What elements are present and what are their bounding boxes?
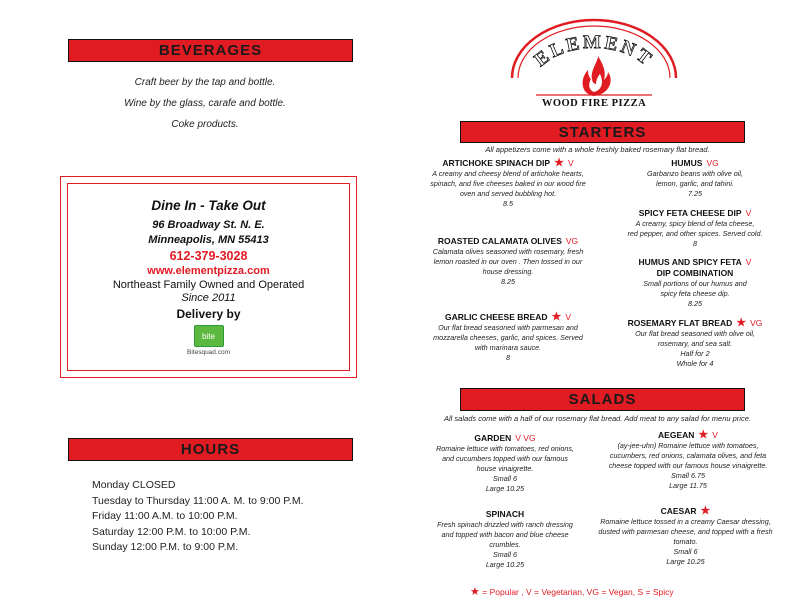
hours-line: Monday CLOSED [92,479,176,491]
popular-star-icon: ★ [470,586,480,598]
contact-info-box [60,176,357,378]
legend [470,585,730,598]
item-name: CAESAR [660,506,697,516]
contact-info-inner [67,183,350,371]
item-price: 8 [693,239,697,248]
item-desc: A creamy and cheesy blend of artichoke hearts, spinach, and five cheeses baked in our wood fire oven and served bubbling hot. [430,169,586,198]
delivery-label: Delivery by [176,307,241,321]
family-owned: Northeast Family Owned and Operated [112,279,305,291]
item-desc: Romaine lettuce with tomatoes, red onions, and cucumbers topped with our famous house vinaigrette. [436,444,574,473]
menu-item [415,509,595,570]
item-name: ROASTED CALAMATA OLIVES [437,236,562,246]
item-desc: Our flat bread seasoned with parmesan and mozzarella cheeses, garlic, and spices. Served with marinara sauce. [433,323,583,352]
item-price: Small 6 Large 10.25 [485,550,525,569]
logo-subtitle: WOOD FIRE PIZZA [541,98,647,109]
item-name: SPICY FETA CHEESE DIP [638,208,742,218]
item-name: ARTICHOKE SPINACH DIP [442,158,551,168]
hours-heading: HOURS [180,441,241,458]
item-desc: Garbanzo beans with olive oil, lemon, garlic, and tahini. [647,169,743,188]
item-name: ROSEMARY FLAT BREAD [627,318,733,328]
item-name: AEGEAN [658,430,695,440]
diet-tag: V [745,257,752,267]
flame-icon [583,56,611,96]
item-name: HUMUS AND SPICY FETA [638,257,742,267]
menu-item [588,430,788,491]
diet-tag: V [712,430,718,440]
diet-tag: V [745,208,752,218]
item-price: 8 [506,353,510,362]
diet-tag: VG [565,236,579,246]
hours-line: Tuesday to Thursday 11:00 A. M. to 9:00 P.M. [92,494,304,507]
diet-tag: V VG [515,433,536,443]
address-line-2: Minneapolis, MN 55413 [148,234,269,246]
menu-item [583,506,788,567]
popular-star-icon: ★ [551,311,562,323]
hours-list [92,478,303,556]
item-name-line-2: DIP COMBINATION [656,268,734,278]
item-desc: Our flat bread seasoned with olive oil, rosemary, and sea salt. [635,329,755,348]
item-price: 8.5 [503,199,513,208]
item-price: Half for 2 Whole for 4 [676,349,714,368]
beverages-list [60,72,350,135]
menu-item [605,318,785,369]
hours-line: Friday 11:00 A.M. to 10:00 P.M. [92,510,238,522]
beverages-heading: BEVERAGES [158,42,263,59]
menu-item [420,158,596,209]
starters-heading: STARTERS [558,123,647,141]
item-desc: Calamata olives seasoned with rosemary, fresh lemon roasted in our oven . Then tossed in our house dressing. [432,247,584,276]
diet-tag: VG [750,318,763,328]
hours-line: Saturday 12:00 P.M. to 10:00 P.M. [92,525,251,538]
diet-tag: V [567,158,574,168]
item-desc: A creamy, spicy blend of feta cheese, red pepper, and other spices. Served cold. [627,219,763,238]
menu-item [420,236,596,287]
beverages-heading-banner [68,39,353,62]
item-desc: Fresh spinach drizzled with ranch dressing and topped with bacon and blue cheese crumbles. [437,520,573,549]
bite-squad-caption: Bitesquad.com [187,349,230,356]
item-desc: (ay-jee-uhn) Romaine lettuce with tomatoes, cucumbers, red onions, calamata olives, and feta cheese topped with our famous house vinaigrette. [608,441,768,470]
hours-line: Sunday 12:00 P.M. to 9:00 P.M. [92,541,239,553]
menu-item [605,158,785,199]
popular-star-icon: ★ [700,505,711,517]
salads-heading: SALADS [568,391,637,408]
item-desc: Romaine lettuce tossed in a creamy Caesar dressing, dusted with parmesan cheese, and topped with a fresh tomato. [598,517,773,546]
salads-heading-banner [460,388,745,411]
item-price: Small 6.75 Large 11.75 [669,471,707,490]
item-price: 8.25 [501,277,515,286]
dine-in-take-out: Dine In - Take Out [151,198,266,213]
popular-star-icon: ★ [736,317,747,329]
beverage-line: Craft beer by the tap and bottle. [134,77,276,88]
phone-number[interactable]: 612-379-3028 [169,249,248,263]
item-price: Small 6 Large 10.25 [666,547,705,566]
menu-item [415,433,595,494]
menu-item [605,208,785,249]
address-line-1: 96 Broadway St. N. E. [152,219,265,231]
bite-logo-text: bite [202,331,215,341]
item-price: Small 6 Large 10.25 [485,474,525,493]
item-price: 7.25 [688,189,702,198]
beverage-line: Coke products. [171,119,239,130]
salads-note: All salads come with a half of our rosemary flat bread. Add meat to any salad for menu price. [444,414,751,423]
item-price: 8.25 [688,299,702,308]
hours-heading-banner [68,438,353,461]
item-name: GARLIC CHEESE BREAD [444,312,548,322]
item-name: HUMUS [671,158,703,168]
item-desc: Small portions of our humus and spicy feta cheese dip. [643,279,747,298]
item-name: GARDEN [474,433,512,443]
website-link[interactable]: www.elementpizza.com [147,265,270,277]
since-year: Since 2011 [181,292,236,304]
menu-item [420,312,596,363]
diet-tag: V [565,312,572,322]
popular-star-icon: ★ [698,429,709,441]
starters-note: All appetizers come with a whole freshly baked rosemary flat bread. [485,145,710,154]
beverage-line: Wine by the glass, carafe and bottle. [124,98,286,109]
legend-text: = Popular , V = Vegetarian, VG = Vegan, S = Spicy [482,587,674,597]
menu-item [605,257,785,309]
bite-squad-logo[interactable] [194,325,224,347]
logo-name: ELEMENT [530,32,658,72]
popular-star-icon: ★ [554,157,564,169]
diet-tag: VG [706,158,719,168]
item-name: SPINACH [485,509,525,519]
starters-heading-banner [460,121,745,143]
